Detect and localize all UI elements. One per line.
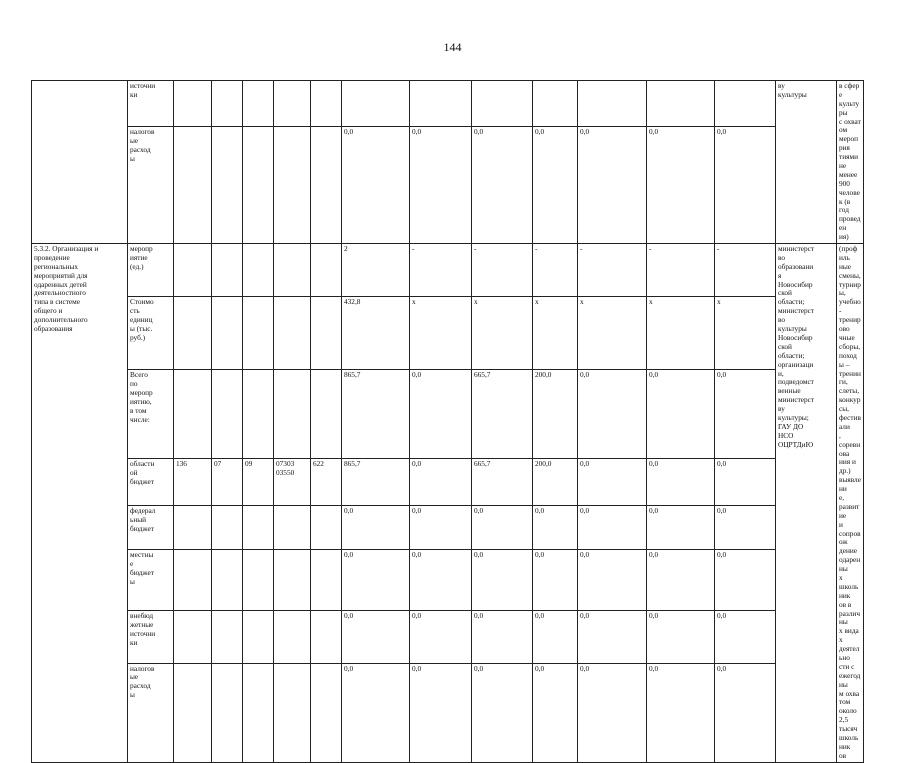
budget-code-cell xyxy=(274,550,311,611)
value-cell: 0,0 xyxy=(647,611,715,663)
budget-code-cell xyxy=(274,81,311,127)
budget-code-cell xyxy=(311,370,342,459)
indicator-label-cell: налогов ые расход ы xyxy=(128,127,174,244)
value-cell: x xyxy=(647,297,715,370)
value-cell: 0,0 xyxy=(578,127,647,244)
value-cell: 0,0 xyxy=(647,550,715,611)
executor-cell: министерст во образовани я Новосибир ской области; министерст во культуры Новосибир ской области; организаци и, подведомст венные министерст ву культуры; ГАУ ДО НСО ОЦРТДиЮ xyxy=(776,244,837,763)
value-cell: 0,0 xyxy=(533,611,578,663)
value-cell: 0,0 xyxy=(472,127,533,244)
budget-code-cell xyxy=(212,127,243,244)
budget-code-cell xyxy=(274,244,311,297)
value-cell: 0,0 xyxy=(578,459,647,506)
value-cell: 0,0 xyxy=(715,370,776,459)
value-cell: 665,7 xyxy=(472,370,533,459)
value-cell: 200,0 xyxy=(533,370,578,459)
budget-code-cell xyxy=(174,297,212,370)
indicator-label-cell: внебюд жетные источни ки xyxy=(128,611,174,663)
budget-code-cell xyxy=(274,370,311,459)
budget-code-cell xyxy=(311,505,342,549)
budget-code-cell xyxy=(212,550,243,611)
budget-code-cell xyxy=(212,297,243,370)
value-cell: 0,0 xyxy=(410,663,472,762)
budget-code-cell xyxy=(212,663,243,762)
indicator-label-cell: налогов ые расход ы xyxy=(128,663,174,762)
budget-code-cell: 09 xyxy=(243,459,274,506)
indicator-label-cell: источни ки xyxy=(128,81,174,127)
budget-code-cell xyxy=(311,297,342,370)
value-cell: 0,0 xyxy=(472,550,533,611)
expected-result-cell: (профиль ные смены, турниры, учебно- тренирово чные сборы, походы – тренинги, слеты, конкурсы, фестивали , соревнова ния и др.) выявлени е, развитие и сопровож дение одаренны х школьник ов в различны х видах деятельно сти с ежегодны м охватом около 2,5 тысяч школьник ов xyxy=(837,244,864,763)
value-cell: 0,0 xyxy=(647,370,715,459)
value-cell: 0,0 xyxy=(342,611,410,663)
budget-code-cell xyxy=(212,81,243,127)
budget-code-cell xyxy=(311,663,342,762)
value-cell: x xyxy=(715,297,776,370)
value-cell: 0,0 xyxy=(472,611,533,663)
value-cell: - xyxy=(647,244,715,297)
budget-code-cell xyxy=(274,127,311,244)
page-number: 144 xyxy=(443,40,462,54)
budget-code-cell xyxy=(311,127,342,244)
budget-code-cell xyxy=(174,663,212,762)
table-row xyxy=(32,297,864,370)
budget-code-cell xyxy=(243,81,274,127)
value-cell: 0,0 xyxy=(715,550,776,611)
budget-code-cell xyxy=(311,81,342,127)
budget-code-cell xyxy=(212,611,243,663)
value-cell: 0,0 xyxy=(578,611,647,663)
budget-code-cell xyxy=(212,244,243,297)
value-cell: 0,0 xyxy=(715,127,776,244)
value-cell: 0,0 xyxy=(715,611,776,663)
indicator-label-cell: Всего по меропр иятию, в том числе: xyxy=(128,370,174,459)
budget-code-cell xyxy=(243,550,274,611)
value-cell: x xyxy=(578,297,647,370)
value-cell: 0,0 xyxy=(578,370,647,459)
table-row xyxy=(32,244,864,297)
budget-code-cell xyxy=(274,505,311,549)
budget-code-cell xyxy=(174,127,212,244)
value-cell: 0,0 xyxy=(715,459,776,506)
value-cell xyxy=(472,81,533,127)
value-cell xyxy=(533,81,578,127)
budget-code-cell xyxy=(243,297,274,370)
value-cell: 0,0 xyxy=(647,505,715,549)
value-cell: - xyxy=(533,244,578,297)
value-cell: 665,7 xyxy=(472,459,533,506)
value-cell xyxy=(410,81,472,127)
value-cell: 0,0 xyxy=(342,505,410,549)
value-cell xyxy=(578,81,647,127)
value-cell: 0,0 xyxy=(647,459,715,506)
value-cell: 0,0 xyxy=(647,127,715,244)
value-cell: 0,0 xyxy=(342,663,410,762)
table-row xyxy=(32,127,864,244)
table-row xyxy=(32,611,864,663)
value-cell: 0,0 xyxy=(472,505,533,549)
value-cell: 865,7 xyxy=(342,370,410,459)
value-cell: 0,0 xyxy=(472,663,533,762)
indicator-label-cell: Стоимо сть единиц ы (тыс. руб.) xyxy=(128,297,174,370)
value-cell: 0,0 xyxy=(410,505,472,549)
value-cell: 2 xyxy=(342,244,410,297)
value-cell: 200,0 xyxy=(533,459,578,506)
indicator-label-cell: меропр иятие (ед.) xyxy=(128,244,174,297)
budget-code-cell xyxy=(274,663,311,762)
value-cell: 0,0 xyxy=(410,550,472,611)
table-row xyxy=(32,370,864,459)
value-cell: 0,0 xyxy=(410,370,472,459)
value-cell: - xyxy=(410,244,472,297)
budget-code-cell xyxy=(274,297,311,370)
value-cell xyxy=(342,81,410,127)
indicator-label-cell: федерал ьный бюджет xyxy=(128,505,174,549)
expected-result-cell: в сфере культуры с охватом мероприя тиями не менее 900 человек (в год проведен ия) xyxy=(837,81,864,244)
value-cell: 0,0 xyxy=(533,550,578,611)
budget-code-cell xyxy=(174,370,212,459)
budget-code-cell xyxy=(274,611,311,663)
budget-code-cell xyxy=(212,370,243,459)
value-cell: 0,0 xyxy=(410,611,472,663)
value-cell: 865,7 xyxy=(342,459,410,506)
table-row xyxy=(32,505,864,549)
budget-code-cell: 07 xyxy=(212,459,243,506)
value-cell xyxy=(715,81,776,127)
value-cell: 0,0 xyxy=(647,663,715,762)
measure-name-cell xyxy=(32,81,128,244)
program-measures-table xyxy=(31,80,864,763)
value-cell: 0,0 xyxy=(715,663,776,762)
executor-cell: ву культуры xyxy=(776,81,837,244)
value-cell: - xyxy=(715,244,776,297)
budget-code-cell xyxy=(311,244,342,297)
budget-code-cell xyxy=(174,81,212,127)
value-cell: 0,0 xyxy=(533,505,578,549)
value-cell: 0,0 xyxy=(578,663,647,762)
measure-name-cell: 5.3.2. Организация и проведение региональных мероприятий для одаренных детей деятельностного типа в системе общего и дополнительного образования xyxy=(32,244,128,763)
value-cell xyxy=(647,81,715,127)
budget-code-cell xyxy=(174,550,212,611)
value-cell: 0,0 xyxy=(533,127,578,244)
budget-code-cell xyxy=(174,611,212,663)
value-cell: - xyxy=(472,244,533,297)
value-cell: 0,0 xyxy=(410,459,472,506)
budget-code-cell xyxy=(311,611,342,663)
indicator-label-cell: местны е бюджет ы xyxy=(128,550,174,611)
budget-code-cell xyxy=(174,244,212,297)
budget-code-cell xyxy=(243,611,274,663)
value-cell: x xyxy=(410,297,472,370)
value-cell: 432,8 xyxy=(342,297,410,370)
budget-code-cell: 622 xyxy=(311,459,342,506)
value-cell: 0,0 xyxy=(578,505,647,549)
table-row xyxy=(32,81,864,127)
value-cell: 0,0 xyxy=(410,127,472,244)
value-cell: - xyxy=(578,244,647,297)
table-row xyxy=(32,459,864,506)
value-cell: 0,0 xyxy=(342,550,410,611)
budget-code-cell: 136 xyxy=(174,459,212,506)
budget-code-cell: 07303 03550 xyxy=(274,459,311,506)
value-cell: 0,0 xyxy=(342,127,410,244)
value-cell: 0,0 xyxy=(578,550,647,611)
budget-code-cell xyxy=(212,505,243,549)
indicator-label-cell: областн ой бюджет xyxy=(128,459,174,506)
budget-code-cell xyxy=(243,370,274,459)
budget-code-cell xyxy=(174,505,212,549)
value-cell: x xyxy=(472,297,533,370)
budget-code-cell xyxy=(243,244,274,297)
value-cell: x xyxy=(533,297,578,370)
budget-code-cell xyxy=(243,663,274,762)
table-row xyxy=(32,550,864,611)
table-row xyxy=(32,663,864,762)
budget-code-cell xyxy=(243,505,274,549)
value-cell: 0,0 xyxy=(715,505,776,549)
budget-code-cell xyxy=(311,550,342,611)
budget-code-cell xyxy=(243,127,274,244)
value-cell: 0,0 xyxy=(533,663,578,762)
